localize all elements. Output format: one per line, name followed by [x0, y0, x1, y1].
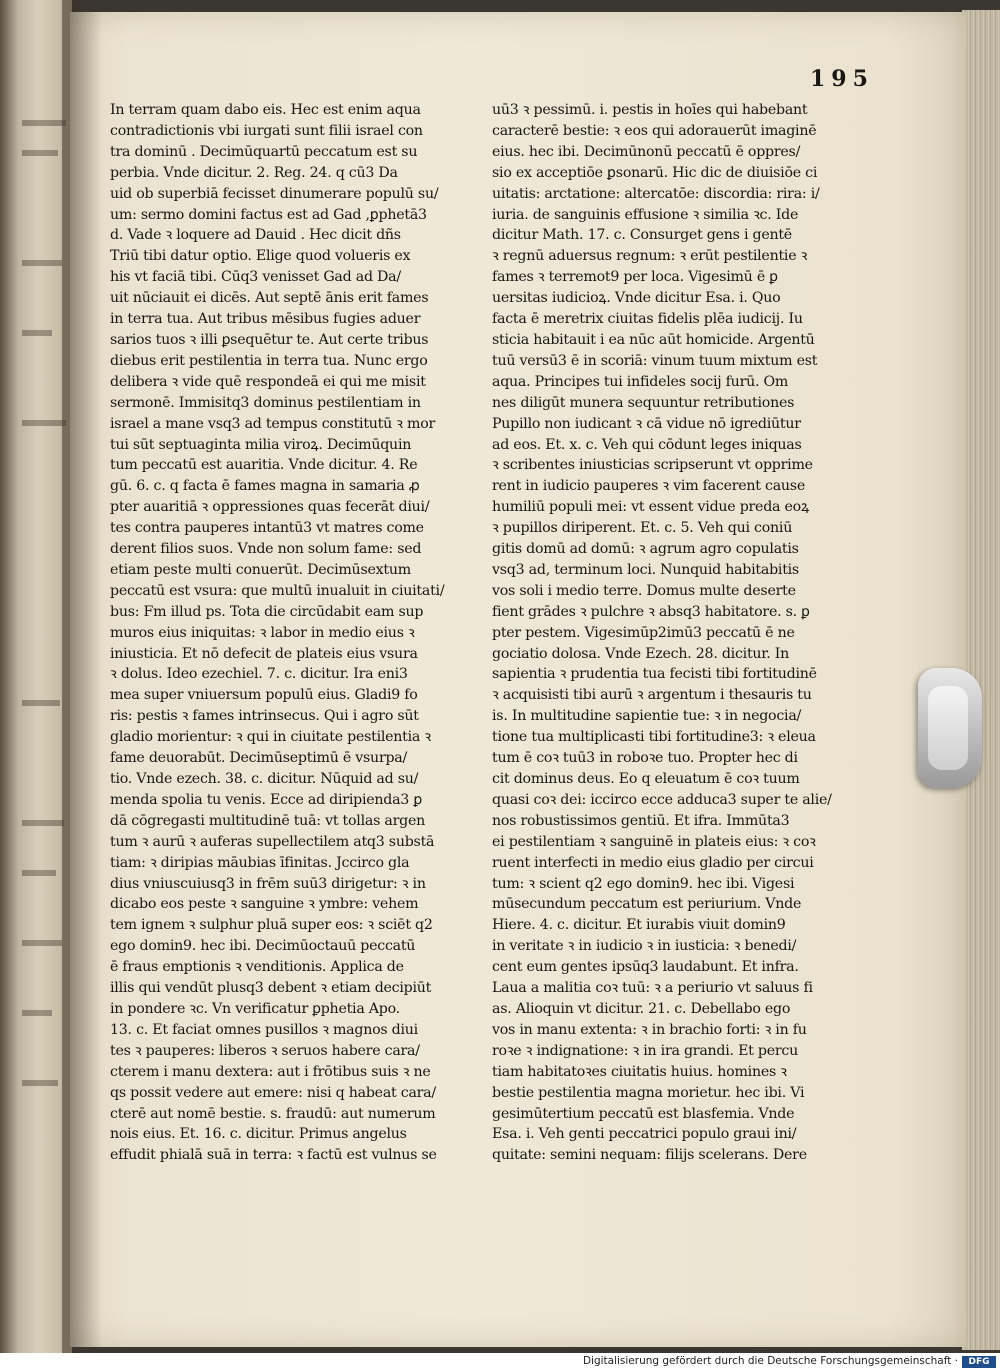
- text-line: peccatū est vsura: que multū inualuit in ciuitati/: [110, 582, 445, 599]
- text-line: cent eum gentes ipsūq3 laudabunt. Et infra.: [492, 959, 799, 976]
- text-line: gesimūtertium peccatū est blasfemia. Vnde: [492, 1105, 795, 1122]
- funding-credit: Digitalisierung gefördert durch die Deutsche Forschungsgemeinschaft ·: [582, 1355, 958, 1367]
- text-line: etiam peste multi conuerūt. Decimūsextum: [110, 561, 411, 578]
- text-line: vos in manu extenta: ꝛ in brachio forti: ꝛ in fu: [492, 1021, 807, 1038]
- text-line: ꝛ regnū aduersus regnum: ꝛ erūt pestilentie ꝛ: [492, 248, 808, 265]
- text-line: qs possit vedere aut emere: nisi q habeat cara/: [110, 1084, 436, 1101]
- text-line: tem ignem ꝛ sulphur pluā super eos: ꝛ sciēt q2: [110, 917, 433, 934]
- text-line: is. In multitudine sapientie tue: ꝛ in negocia/: [492, 708, 802, 725]
- text-line: nos robustissimos gentiū. Et ifra. Immūta3: [492, 812, 790, 829]
- text-line: ego domin9. hec ibi. Decimūoctauū peccatū: [110, 938, 416, 955]
- text-line: ris: pestis ꝛ fames intrinsecus. Qui i agro sūt: [110, 708, 419, 725]
- text-line: dicitur Math. 17. c. Consurget gens i gentē: [492, 227, 792, 244]
- text-line: uit nūciauit ei dicēs. Aut septē ānis erit fames: [110, 290, 429, 307]
- text-line: pter pestem. Vigesimūp2imū3 peccatū ē ne: [492, 624, 795, 641]
- text-line: gitis domū ad domū: ꝛ agrum agro copulatis: [492, 541, 799, 558]
- text-line: sapientia ꝛ prudentia tua fecisti tibi fortitudinē: [492, 666, 817, 683]
- text-line: illis qui vendūt plusq3 debent ꝛ etiam decipiūt: [110, 980, 432, 997]
- text-line: cterem i manu dextera: aut i frōtibus suis ꝛ ne: [110, 1063, 431, 1080]
- text-line: menda spolia tu venis. Ecce ad diripienda3 ꝑ: [110, 791, 423, 808]
- text-line: cterē aut nomē bestie. s. fraudū: aut numerum: [110, 1105, 436, 1122]
- text-line: 13. c. Et faciat omnes pusillos ꝛ magnos diui: [110, 1021, 418, 1038]
- text-line: tiam: ꝛ diripias māubias īfinitas. Jccirco gla: [110, 854, 410, 871]
- page-holder-clip: [918, 668, 982, 788]
- text-line: nes diligūt munera sequuntur retributiones: [492, 394, 795, 411]
- text-line: roꝛe ꝛ indignatione: ꝛ in ira grandi. Et percu: [492, 1042, 798, 1059]
- dfg-logo: DFG: [962, 1356, 996, 1368]
- text-line: ruent interfecti in medio eius gladio per circui: [492, 854, 814, 871]
- text-line: nois eius. Et. 16. c. dicitur. Primus angelus: [110, 1126, 407, 1143]
- text-line: ē fraus emptionis ꝛ venditionis. Applica de: [110, 959, 404, 976]
- text-line: ei pestilentiam ꝛ sanguinē in plateis eius: ꝛ coꝛ: [492, 833, 816, 850]
- text-line: aqua. Principes tui infideles socij furū. Om: [492, 373, 789, 390]
- text-line: tio. Vnde ezech. 38. c. dicitur. Nūquid ad su/: [110, 771, 419, 787]
- text-line: quitate: semini nequam: filijs scelerans. Dere: [492, 1147, 807, 1164]
- text-line: derent filios suos. Vnde non solum fame: sed: [110, 541, 422, 558]
- text-line: in terra tua. Aut tribus mēsibus fugies aduer: [110, 311, 421, 328]
- text-line: Esa. i. Veh genti peccatrici populo graui ini/: [492, 1126, 797, 1143]
- text-column-left: [110, 100, 475, 1166]
- text-line: tes contra pauperes intantū3 vt matres come: [110, 520, 424, 537]
- text-line: Triū tibi datur optio. Elige quod volueris ex: [110, 248, 411, 265]
- text-line: facta ē meretrix ciuitas fidelis plēa iudicij. Iu: [492, 311, 803, 328]
- text-line: sio ex acceptiōe ꝑsonarū. Hic dic de diuisiōe ci: [492, 164, 818, 181]
- text-line: tuū versū3 ē in scoriā: vinum tuum mixtum est: [492, 352, 818, 369]
- text-line: cit dominus deus. Eo q eleuatum ē coꝛ tuum: [492, 771, 800, 787]
- text-line: tione tua multiplicasti tibi fortitudine3: ꝛ eleua: [492, 729, 816, 746]
- text-line: ꝛ acquisisti tibi aurū ꝛ argentum i thesauris tu: [492, 687, 812, 704]
- text-line: Pupillo non iudicant ꝛ cā vidue nō igrediūtur: [492, 415, 801, 432]
- text-line: tiam habitatoꝛes ciuitatis huius. homines ꝛ: [492, 1063, 787, 1080]
- text-line: fame deuorabūt. Decimūseptimū ē vsurpa/: [110, 750, 408, 767]
- text-line: uersitas iudicioꝝ. Vnde dicitur Esa. i. Quo: [492, 290, 781, 307]
- text-line: quasi coꝛ dei: iccirco ecce adduca3 super te alie/: [492, 791, 832, 808]
- text-line: effudit phialā suā in terra: ꝛ factū est vulnus se: [110, 1147, 437, 1164]
- text-line: Hiere. 4. c. dicitur. Et iurabis viuit domin9: [492, 917, 786, 934]
- text-line: iniusticia. Et nō defecit de plateis eius vsura: [110, 645, 418, 662]
- text-line: mea super vniuersum populū eius. Gladi9 fo: [110, 687, 418, 704]
- text-line: uid ob superbiā fecisset dinumerare populū su/: [110, 185, 439, 202]
- text-line: ꝛ pupillos diriperent. Et. c. 5. Veh qui coniū: [492, 520, 793, 537]
- text-line: mūsecundum peccatum est periurium. Vnde: [492, 896, 802, 913]
- text-line: eius. hec ibi. Decimūnonū peccatū ē oppres/: [492, 143, 801, 160]
- text-line: tra dominū . Decimūquartū peccatum est su: [110, 143, 418, 160]
- text-line: tum peccatū est auaritia. Vnde dicitur. 4. Re: [110, 457, 418, 474]
- text-line: his vt faciā tibi. Cūq3 venisset Gad ad Da/: [110, 269, 401, 286]
- text-line: dā cōgregasti multitudinē tuā: vt tollas argen: [110, 812, 425, 829]
- page-gutter-shadow: [62, 0, 102, 1371]
- page-number: 195: [810, 66, 874, 92]
- text-line: fames ꝛ terremot9 per loca. Vigesimū ē ꝑ: [492, 269, 778, 286]
- text-line: Laua a malitia coꝛ tuū: ꝛ a periurio vt saluus fi: [492, 980, 813, 997]
- text-line: delibera ꝛ vide quē respondeā ei qui me misit: [110, 373, 426, 390]
- text-line: caracterē bestie: ꝛ eos qui adorauerūt imaginē: [492, 122, 817, 139]
- text-line: tum ē coꝛ tuū3 in roboꝛe tuo. Propter hec di: [492, 750, 798, 767]
- text-line: perbia. Vnde dicitur. 2. Reg. 24. q cū3 Da: [110, 164, 398, 181]
- text-line: muros eius iniquitas: ꝛ labor in medio eius ꝛ: [110, 624, 415, 641]
- text-line: humiliū populi mei: vt essent vidue preda eoꝝ: [492, 499, 809, 516]
- text-line: gociatio dolosa. Vnde Ezech. 28. dicitur. In: [492, 645, 790, 662]
- text-line: uū3 ꝛ pessimū. i. pestis in hoīes qui habebant: [492, 102, 808, 118]
- text-line: tui sūt septuaginta milia viroꝝ. Decimūquin: [110, 436, 412, 453]
- text-line: tum ꝛ aurū ꝛ auferas supellectilem atq3 substā: [110, 833, 435, 850]
- text-line: ad eos. Et. x. c. Veh qui cōdunt leges iniquas: [492, 436, 802, 453]
- text-line: dicabo eos peste ꝛ sanguine ꝛ ymbre: vehem: [110, 896, 419, 913]
- text-line: sticia habitauit i ea nūc aūt homicide. Argentū: [492, 331, 815, 348]
- text-line: vsq3 ad, terminum loci. Nunquid habitabitis: [492, 561, 799, 578]
- text-line: diebus erit pestilentia in terra tua. Nunc ergo: [110, 352, 428, 369]
- text-line: as. Alioquin vt dicitur. 21. c. Debellabo ego: [492, 1000, 791, 1017]
- text-line: bus: Fm illud ps. Tota die circūdabit eam sup: [110, 603, 424, 620]
- text-column-right: [492, 100, 877, 1166]
- text-line: iuria. de sanguinis effusione ꝛ similia ꝛc. Ide: [492, 206, 799, 223]
- text-line: in veritate ꝛ in iudicio ꝛ in iusticia: ꝛ benedi/: [492, 938, 797, 955]
- text-line: in pondere ꝛc. Vn verificatur ꝑphetia Apo.: [110, 1000, 400, 1017]
- text-line: gū. 6. c. q facta ē fames magna in samaria ꝓ: [110, 478, 420, 495]
- text-line: um: sermo domini factus est ad Gad ,ꝑphetā3: [110, 206, 427, 223]
- text-line: uitatis: arctatione: altercatōe: discordia: rira: i/: [492, 185, 820, 202]
- text-line: d. Vade ꝛ loquere ad Dauid . Hec dicit dñs: [110, 227, 401, 244]
- text-line: sarios tuos ꝛ illi ꝑsequētur te. Aut certe tribus: [110, 331, 429, 348]
- text-line: tes ꝛ pauperes: liberos ꝛ seruos habere cara/: [110, 1042, 420, 1059]
- text-line: ꝛ dolus. Ideo ezechiel. 7. c. dicitur. Ira eni3: [110, 666, 408, 683]
- text-line: contradictionis vbi iurgati sunt filii israel con: [110, 122, 423, 139]
- text-line: gladio morientur: ꝛ qui in ciuitate pestilentia ꝛ: [110, 729, 431, 746]
- text-line: In terram quam dabo eis. Hec est enim aqua: [110, 102, 421, 118]
- text-line: ꝛ scribentes iniusticias scripserunt vt opprime: [492, 457, 813, 474]
- text-line: sermonē. Immisitq3 dominus pestilentiam in: [110, 394, 421, 411]
- text-line: bestie pestilentia magna morietur. hec ibi. Vi: [492, 1084, 805, 1101]
- text-line: israel a mane vsq3 ad tempus constitutū ꝛ mor: [110, 415, 436, 432]
- text-line: pter auaritiā ꝛ oppressiones quas fecerāt diui/: [110, 499, 430, 516]
- text-line: rent in iudicio pauperes ꝛ vim facerent cause: [492, 478, 805, 495]
- text-line: fient grādes ꝛ pulchre ꝛ absq3 habitatore. s. ꝑ: [492, 603, 810, 620]
- text-line: dius vniuscuiusq3 in frēm suū3 dirigetur: ꝛ in: [110, 875, 426, 892]
- text-line: vos soli i medio terre. Domus multe deserte: [492, 582, 796, 599]
- text-line: tum: ꝛ scient q2 ego domin9. hec ibi. Vigesi: [492, 875, 795, 892]
